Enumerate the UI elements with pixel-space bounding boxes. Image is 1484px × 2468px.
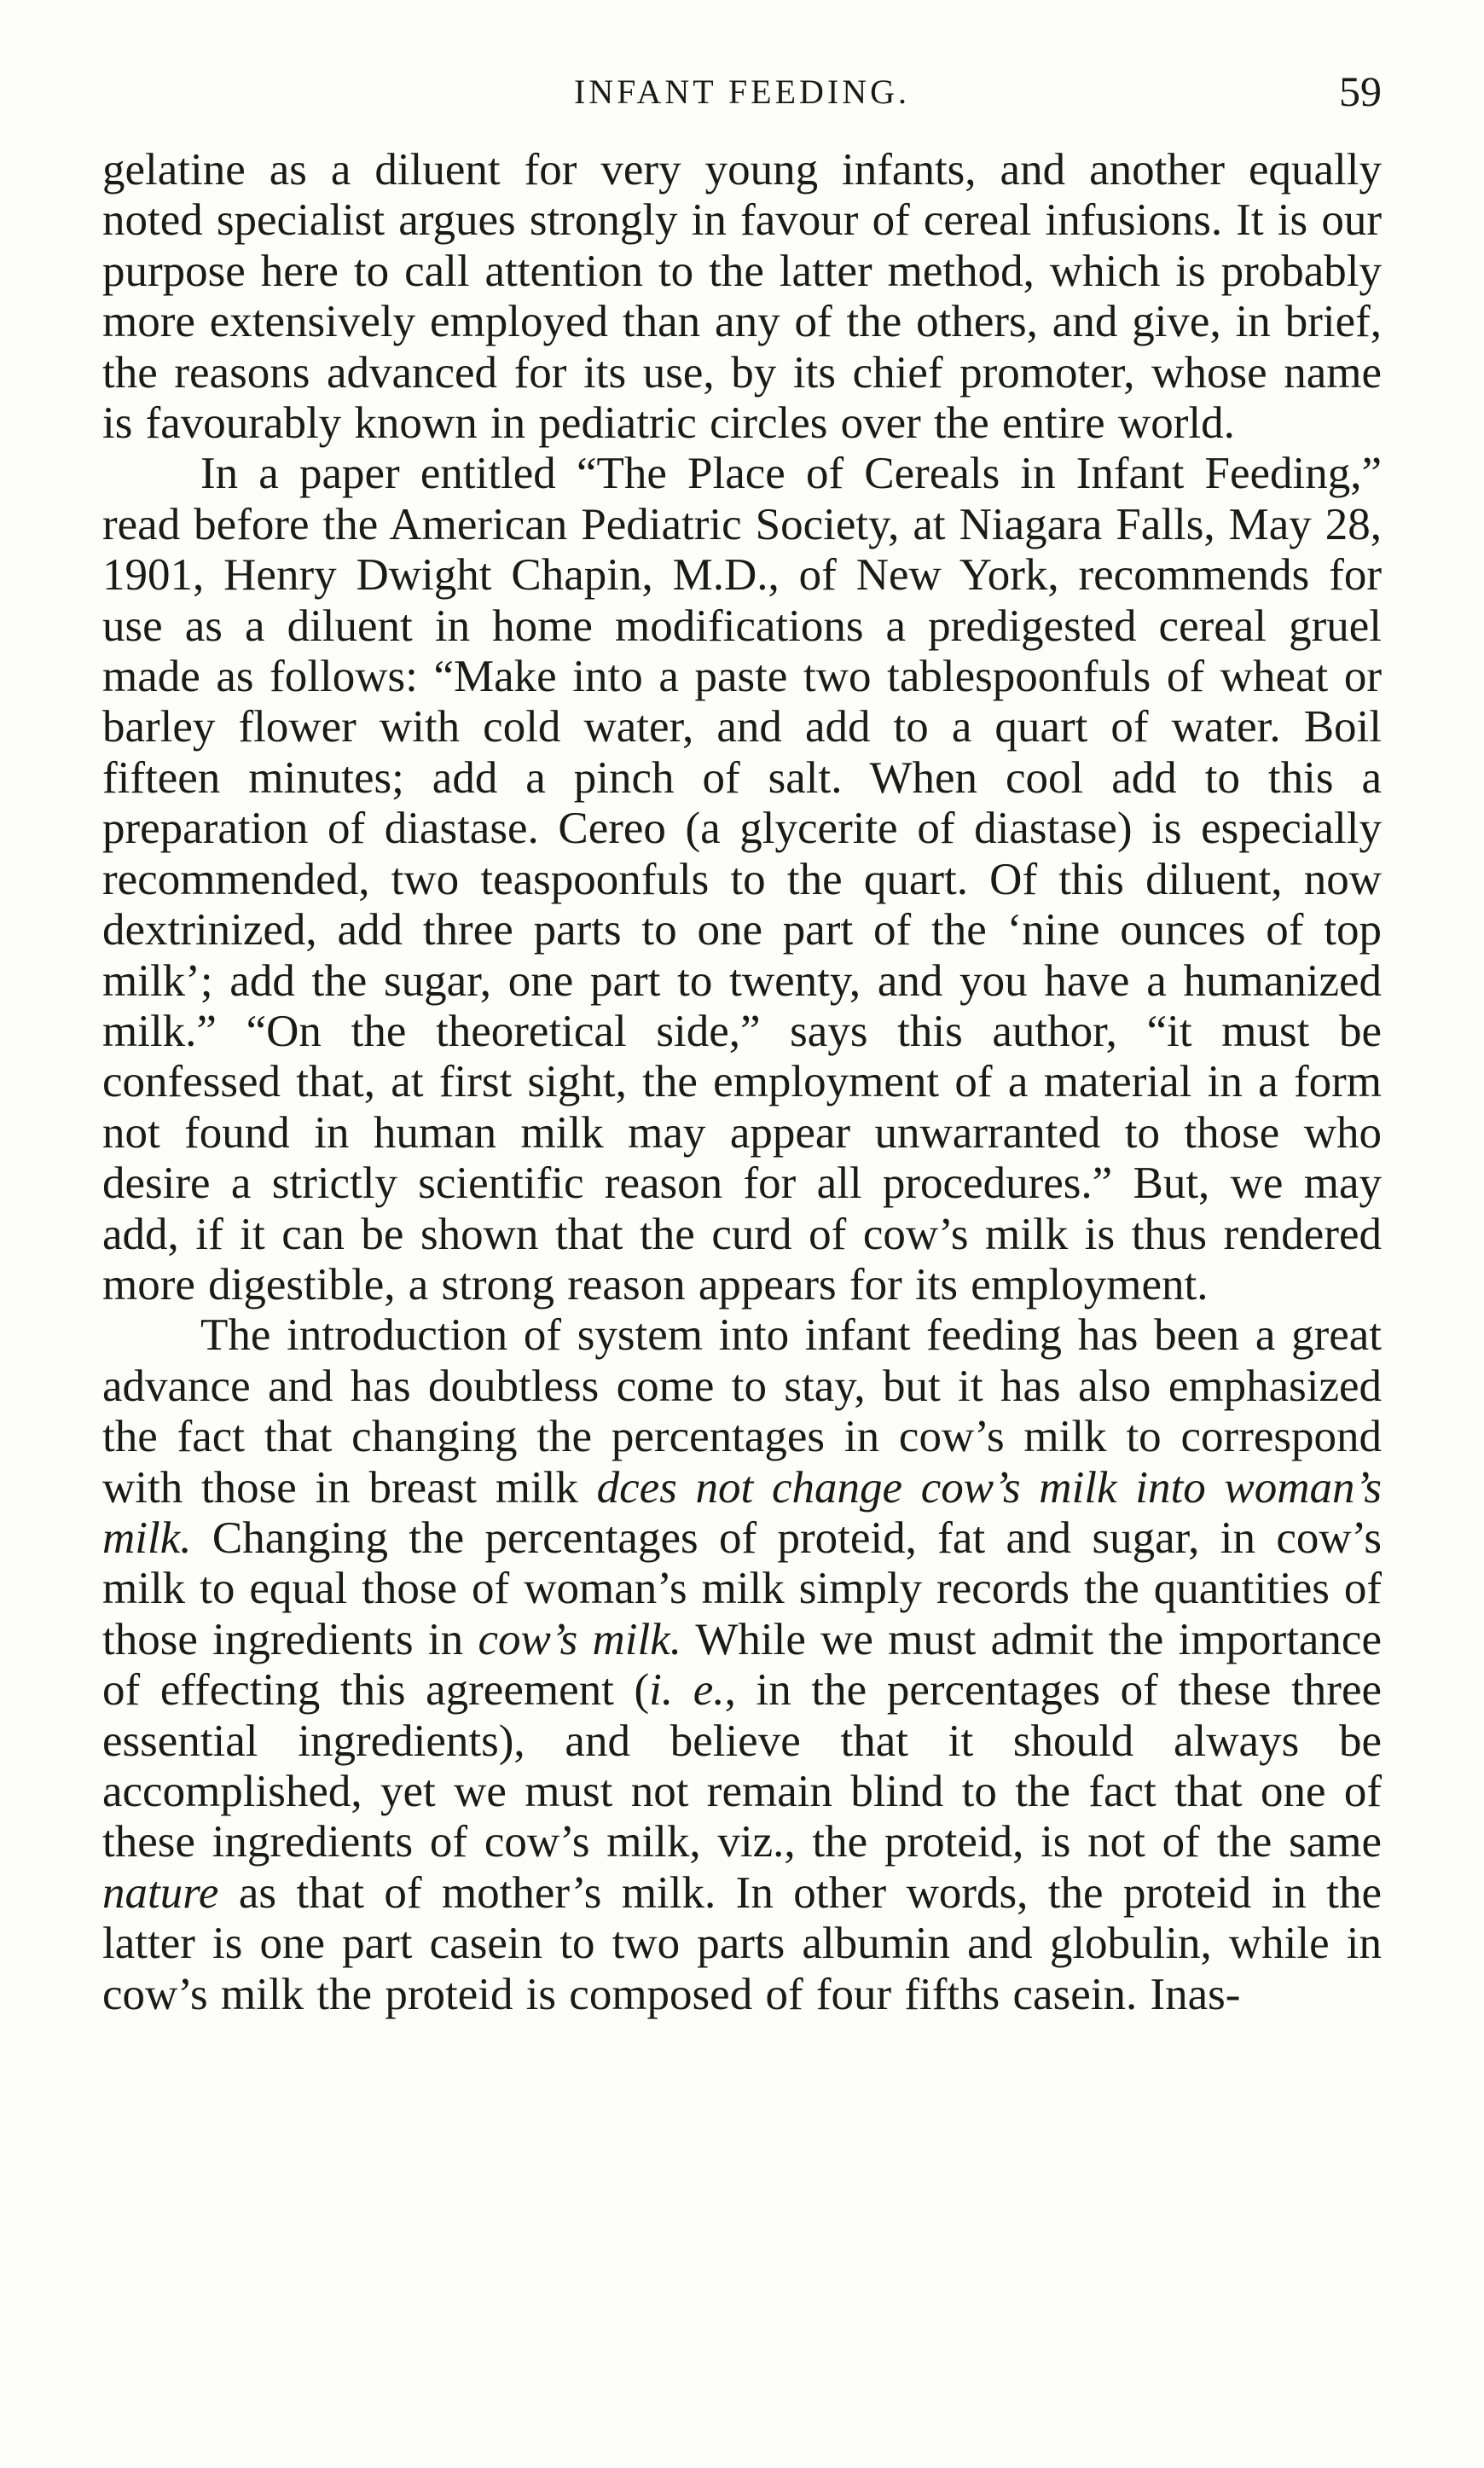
italic-phrase: dces not change cow’s milk into woman’s milk. xyxy=(102,1462,1382,1563)
paragraph-text-segment: The introduction of system into infant feeding has been a great advance and has doubtless come to stay, but it has also emphasized the fact that changing the percentages in cow’s milk to correspond with those in breast milk xyxy=(102,1310,1382,1513)
paragraph-text-segment: , in the percentages of these three essential ingredients), and believe that it should always be accomplished, yet we must not remain blind to the fact that one of these ingredients of cow’s milk, viz., the proteid, is not of the same xyxy=(102,1665,1382,1867)
paragraph-introduction-of-system xyxy=(102,1310,1382,2020)
paragraph-continued: gelatine as a diluent for very young infants, and another equally noted specialist argues strongly in favour of cereal infusions. It is our purpose here to call attention to the latter method, which is probably more extensively employed than any of the others, and give, in brief, the reasons advanced for its use, by its chief promoter, whose name is favourably known in pediatric circles over the entire world. xyxy=(102,145,1382,449)
paragraph-text-segment: While we must admit the importance of effecting this agreement ( xyxy=(102,1614,1382,1716)
running-head xyxy=(102,67,1382,118)
italic-phrase: nature xyxy=(102,1867,219,1918)
running-title: INFANT FEEDING. xyxy=(573,73,911,111)
paragraph-text-segment: as that of mother’s milk. In other words, the proteid in the latter is one part casein to two parts albumin and globulin, while in cow’s milk the proteid is composed of four fifths casein. Inas- xyxy=(102,1867,1382,2019)
italic-phrase: cow’s milk. xyxy=(478,1614,682,1664)
page-number: 59 xyxy=(1339,67,1382,115)
paragraph-text-segment: Changing the percentages of proteid, fat and sugar, in cow’s milk to equal those of woman’s milk simply records the quantities of those ingredients in xyxy=(102,1513,1382,1664)
italic-phrase: i. e. xyxy=(649,1665,725,1716)
body-text xyxy=(102,145,1382,2020)
paragraph-chapin-cereal: In a paper entitled “The Place of Cereals in Infant Feeding,” read before the American Pediatric Society, at Niagara Falls, May 28, 1901, Henry Dwight Chapin, M.D., of New York, recommends for use as a diluent in home modifications a predigested cereal gruel made as follows: “Make into a paste two tablespoonfuls of wheat or barley flower with cold water, and add to a quart of water. Boil fifteen minutes; add a pinch of salt. When cool add to this a preparation of diastase. Cereo (a glycerite of diastase) is especially recommended, two teaspoonfuls to the quart. Of this diluent, now dextrinized, add three parts to one part of the ‘nine ounces of top milk’; add the sugar, one part to twenty, and you have a humanized milk.” “On the theoretical side,” says this author, “it must be confessed that, at first sight, the employment of a material in a form not found in human milk may appear unwarranted to those who desire a strictly scientific reason for all procedures.” But, we may add, if it can be shown that the curd of cow’s milk is thus rendered more digestible, a strong reason appears for its employment. xyxy=(102,449,1382,1309)
